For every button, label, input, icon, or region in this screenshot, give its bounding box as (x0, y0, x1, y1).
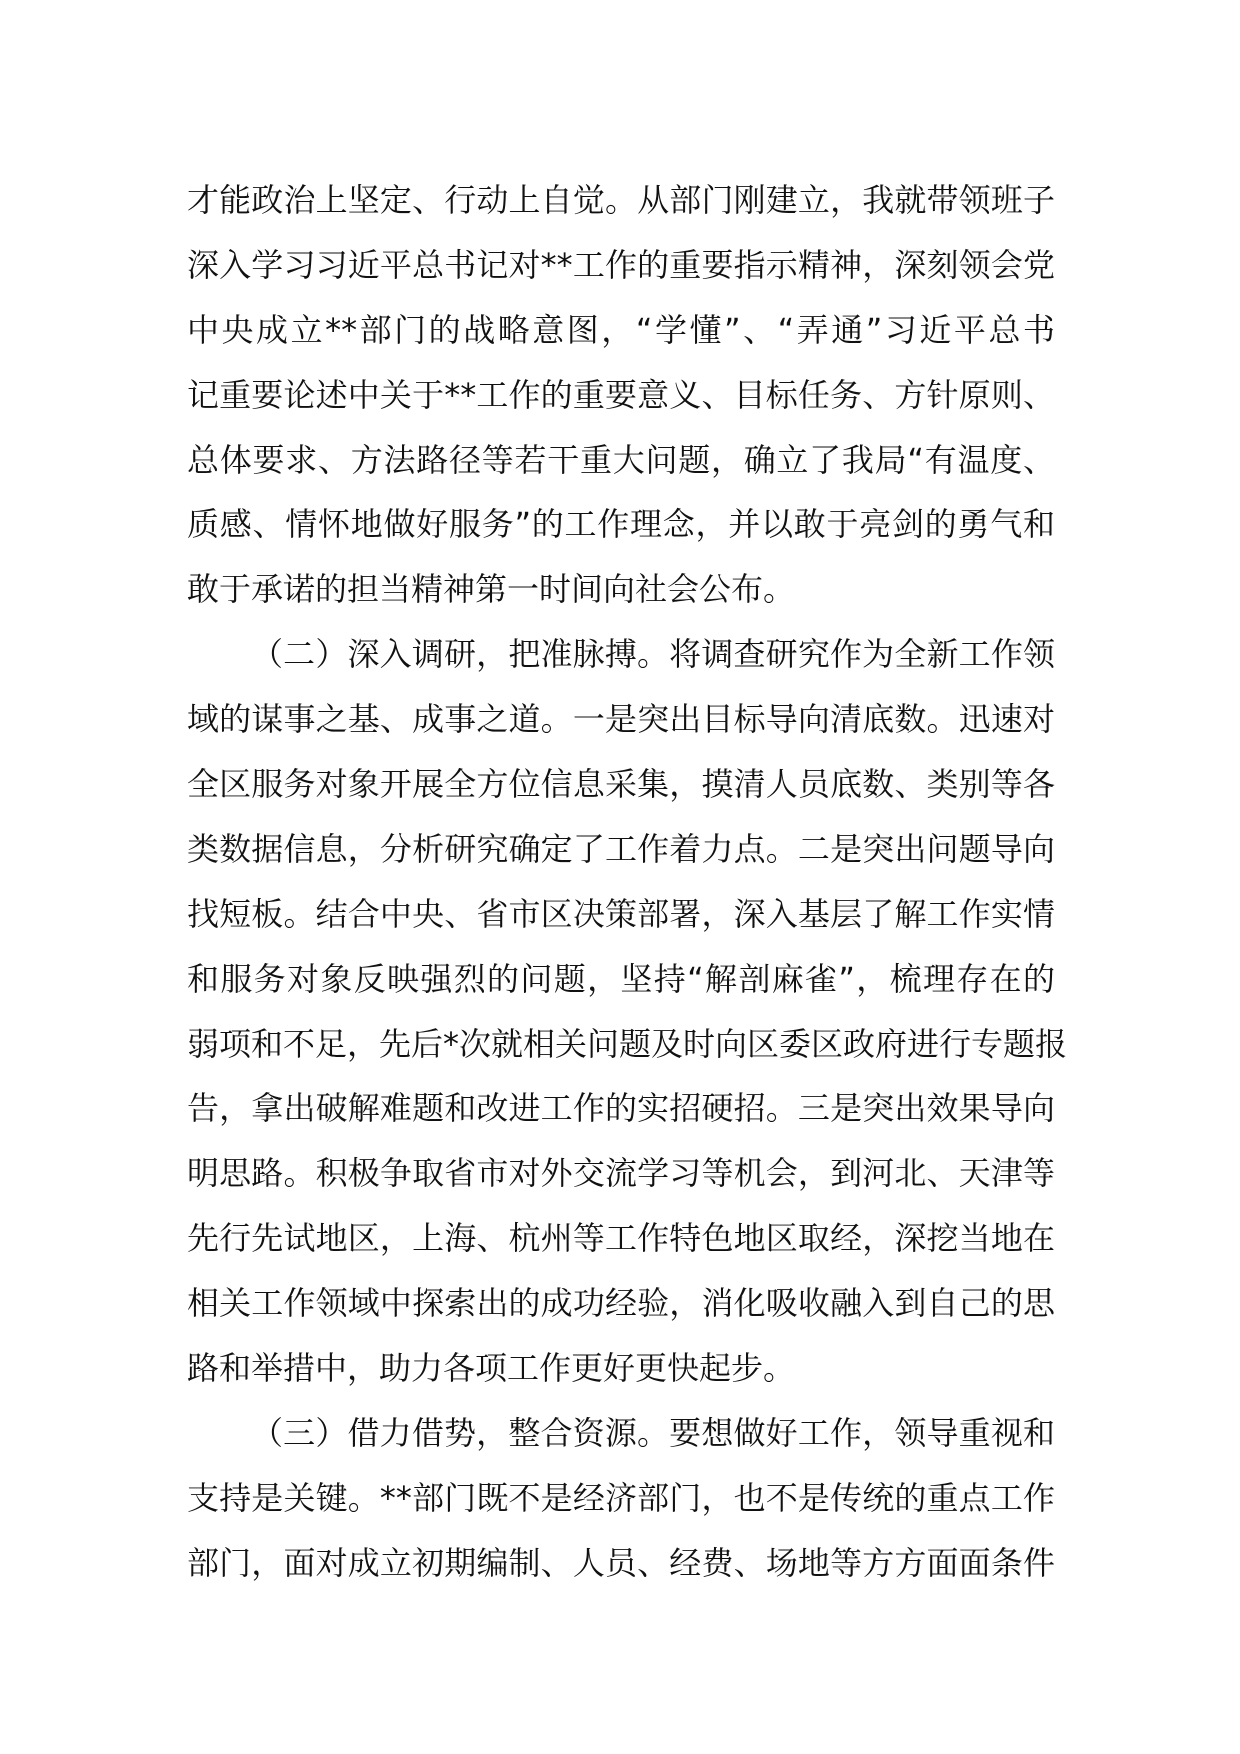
section-heading-line: （三）借力借势，整合资源。要想做好工作，领导重视和 (251, 1413, 1055, 1452)
text-line: 中央成立**部门的战略意图，“学懂”、“弄通”习近平总书 (187, 310, 1055, 349)
text-line: 全区服务对象开展全方位信息采集，摸清人员底数、类别等各 (187, 765, 1055, 804)
text-line: 相关工作领域中探索出的成功经验，消化吸收融入到自己的思 (187, 1284, 1055, 1323)
text-line: 找短板。结合中央、省市区决策部署，深入基层了解工作实情 (187, 894, 1055, 933)
text-line: 路和举措中，助力各项工作更好更快起步。 (187, 1349, 796, 1388)
text-line: 域的谋事之基、成事之道。一是突出目标导向清底数。迅速对 (187, 700, 1055, 739)
text-line: 质感、情怀地做好服务”的工作理念，并以敢于亮剑的勇气和 (187, 505, 1055, 544)
body-text (187, 168, 1068, 1596)
text-line: 先行先试地区，上海、杭州等工作特色地区取经，深挖当地在 (187, 1219, 1055, 1258)
text-line: 敢于承诺的担当精神第一时间向社会公布。 (187, 570, 796, 609)
text-line: 告，拿出破解难题和改进工作的实招硬招。三是突出效果导向 (187, 1089, 1055, 1128)
text-line: 和服务对象反映强烈的问题，坚持“解剖麻雀”，梳理存在的 (187, 959, 1055, 998)
text-line: 部门，面对成立初期编制、人员、经费、场地等方方面面条件 (187, 1543, 1055, 1582)
text-line: 支持是关键。**部门既不是经济部门，也不是传统的重点工作 (187, 1478, 1055, 1517)
text-line: 才能政治上坚定、行动上自觉。从部门刚建立，我就带领班子 (187, 181, 1055, 219)
text-line: 记重要论述中关于**工作的重要意义、目标任务、方针原则、 (187, 375, 1055, 414)
text-line: 总体要求、方法路径等若干重大问题，确立了我局“有温度、 (187, 440, 1055, 479)
text-line: 深入学习习近平总书记对**工作的重要指示精神，深刻领会党 (187, 245, 1055, 284)
text-line: 类数据信息，分析研究确定了工作着力点。二是突出问题导向 (187, 829, 1055, 868)
text-line: 弱项和不足，先后*次就相关问题及时向区委区政府进行专题报 (187, 1024, 1068, 1063)
text-line: 明思路。积极争取省市对外交流学习等机会，到河北、天津等 (187, 1154, 1055, 1193)
section-heading-line: （二）深入调研，把准脉搏。将调查研究作为全新工作领 (251, 635, 1055, 674)
